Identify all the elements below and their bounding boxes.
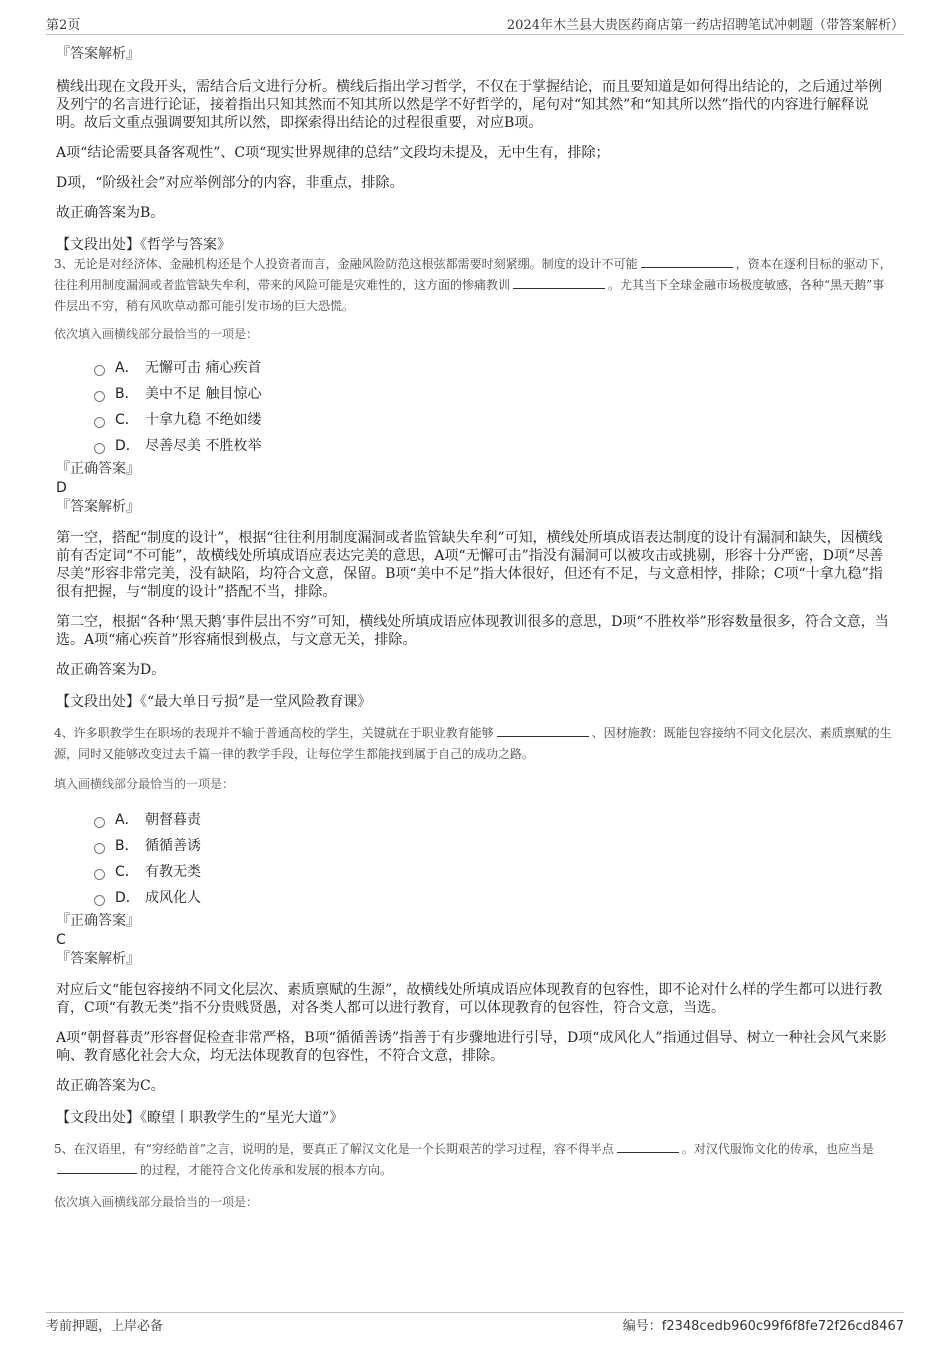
answer-conclusion: 故正确答案为C。 xyxy=(56,1078,165,1094)
radio-button[interactable] xyxy=(94,391,105,402)
page-number: 第2页 xyxy=(46,18,81,33)
fill-blank xyxy=(641,255,733,268)
question-5-text: 5、在汉语里，有“穷经皓首”之言，说明的是，要真正了解汉文化是一个长期艰苦的学习过程，容不得半点 。对汉代服饰文化的传承，也应当是的过程，才能符合文化传承和发展的根本方向。 xyxy=(54,1142,874,1177)
analysis-paragraph: 第一空，搭配“制度的设计”，根据“往往利用制度漏洞或者监管缺失牟利”可知，横线处所填成语表达制度的设计有漏洞和缺失，因横线前有否定词“不可能”，故横线处所填成语应表达完美的意思，A项“无懈可击”指没有漏洞可以被攻击或挑剔，形容十分严密，D项“尽善尽美”形容非常完美，没有缺陷，均符合文意，保留。B项“美中不足”指大体很好，但还有不足，与文意相悖，排除；C项“十拿九稳”指很有把握，与“制度的设计”搭配不当，排除。 xyxy=(56,530,884,600)
radio-button[interactable] xyxy=(94,843,105,854)
footer-slogan: 考前押题，上岸必备 xyxy=(46,1319,164,1334)
correct-answer: D xyxy=(56,480,67,496)
radio-button[interactable] xyxy=(94,817,105,828)
radio-button[interactable] xyxy=(94,895,105,906)
analysis-paragraph: D项，“阶级社会”对应举例部分的内容，非重点，排除。 xyxy=(56,175,404,191)
analysis-label: 『答案解析』 xyxy=(56,46,140,62)
question-instruction: 依次填入画横线部分最恰当的一项是： xyxy=(54,327,259,341)
analysis-paragraph: 第二空，根据“各种‘黑天鹅’事件层出不穷”可知，横线处所填成语应体现教训很多的意思，D项“不胜枚举”形容数量很多，符合文意，当选。A项“痛心疾首”形容痛恨到极点，与文意无关，排除。 xyxy=(56,614,889,648)
option-a[interactable]: A． 朝督暮责 xyxy=(94,807,892,833)
question-3-text: 3、无论是对经济体、金融机构还是个人投资者而言，金融风险防范这根弦都需要时刻紧绷。制度的设计不可能 ，资本在逐利目标的驱动下，往往利用制度漏洞或者监管缺失牟利，带来的风险可能是灾难性的，这方面的惨痛教训 。尤其当下全球金融市场极度敏感，各种“黑天鹅”事件层出不穷，稍有风吹草动都可能引发市场的巨大恐慌。 xyxy=(54,257,892,313)
analysis-paragraph: A项“结论需要具备客观性”、C项“现实世界规律的总结”文段均未提及，无中生有，排除； xyxy=(56,145,610,161)
source-citation: 【文段出处】《哲学与答案》 xyxy=(56,237,231,253)
fill-blank xyxy=(57,1161,137,1174)
question-instruction: 填入画横线部分最恰当的一项是： xyxy=(54,777,235,791)
radio-button[interactable] xyxy=(94,365,105,376)
document-code: 编号：f2348cedb960c99f6f8fe72f26cd8467 xyxy=(622,1319,904,1334)
analysis-paragraph: 横线出现在文段开头，需结合后文进行分析。横线后指出学习哲学，不仅在于掌握结论，而且要知道是如何得出结论的，之后通过举例及列宁的名言进行论证，接着指出只知其然而不知其所以然是学不好哲学的，尾句对“知其然”和“知其所以然”指代的内容进行解释说明。故后文重点强调要知其所以然，即探索得出结论的过程很重要，对应B项。 xyxy=(56,79,882,131)
page-header xyxy=(46,14,904,35)
option-a[interactable]: A． 无懈可击 痛心疾首 xyxy=(94,355,892,381)
radio-button[interactable] xyxy=(94,443,105,454)
correct-answer-label: 『正确答案』 xyxy=(56,913,140,929)
option-d[interactable]: D． 成风化人 xyxy=(94,885,892,911)
option-b[interactable]: B． 美中不足 触目惊心 xyxy=(94,381,892,407)
question-instruction: 依次填入画横线部分最恰当的一项是： xyxy=(54,1195,259,1209)
source-citation: 【文段出处】《瞭望丨职教学生的“星光大道”》 xyxy=(56,1110,344,1126)
correct-answer-label: 『正确答案』 xyxy=(56,461,140,477)
source-citation: 【文段出处】《“最大单日亏损”是一堂风险教育课》 xyxy=(56,694,372,710)
option-c[interactable]: C． 有教无类 xyxy=(94,859,892,885)
answer-conclusion: 故正确答案为D。 xyxy=(56,662,166,678)
page-footer xyxy=(46,1312,904,1334)
fill-blank xyxy=(617,1140,679,1153)
option-b[interactable]: B． 循循善诱 xyxy=(94,833,892,859)
analysis-label: 『答案解析』 xyxy=(56,499,140,515)
page-content xyxy=(56,44,892,1211)
option-c[interactable]: C． 十拿九稳 不绝如缕 xyxy=(94,407,892,433)
analysis-label: 『答案解析』 xyxy=(56,951,140,967)
analysis-paragraph: A项“朝督暮责”形容督促检查非常严格，B项“循循善诱”指善于有步骤地进行引导，D项“成风化人”指通过倡导、树立一种社会风气来影响、教育感化社会大众，均无法体现教育的包容性，不符合文意，排除。 xyxy=(56,1030,887,1064)
fill-blank xyxy=(513,276,605,289)
analysis-paragraph: 对应后文“能包容接纳不同文化层次、素质禀赋的生源”，故横线处所填成语应体现教育的包容性，即不论对什么样的学生都可以进行教育，C项“有教无类”指不分贵贱贤愚，对各类人都可以进行教育，可以体现教育的包容性，符合文意，当选。 xyxy=(56,982,883,1016)
answer-conclusion: 故正确答案为B。 xyxy=(56,205,165,221)
question-4-options xyxy=(94,807,892,911)
radio-button[interactable] xyxy=(94,417,105,428)
question-4-text: 4、许多职教学生在职场的表现并不输于普通高校的学生，关键就在于职业教育能够 、因材施教：既能包容接纳不同文化层次、素质禀赋的生源，同时又能够改变过去千篇一律的教学手段，让每位学生都能找到属于自己的成功之路。 xyxy=(54,726,892,761)
correct-answer: C xyxy=(56,932,66,948)
fill-blank xyxy=(497,724,589,737)
option-d[interactable]: D． 尽善尽美 不胜枚举 xyxy=(94,433,892,459)
question-3-options xyxy=(94,355,892,459)
radio-button[interactable] xyxy=(94,869,105,880)
document-title: 2024年木兰县大贵医药商店第一药店招聘笔试冲刺题（带答案解析） xyxy=(506,18,904,33)
